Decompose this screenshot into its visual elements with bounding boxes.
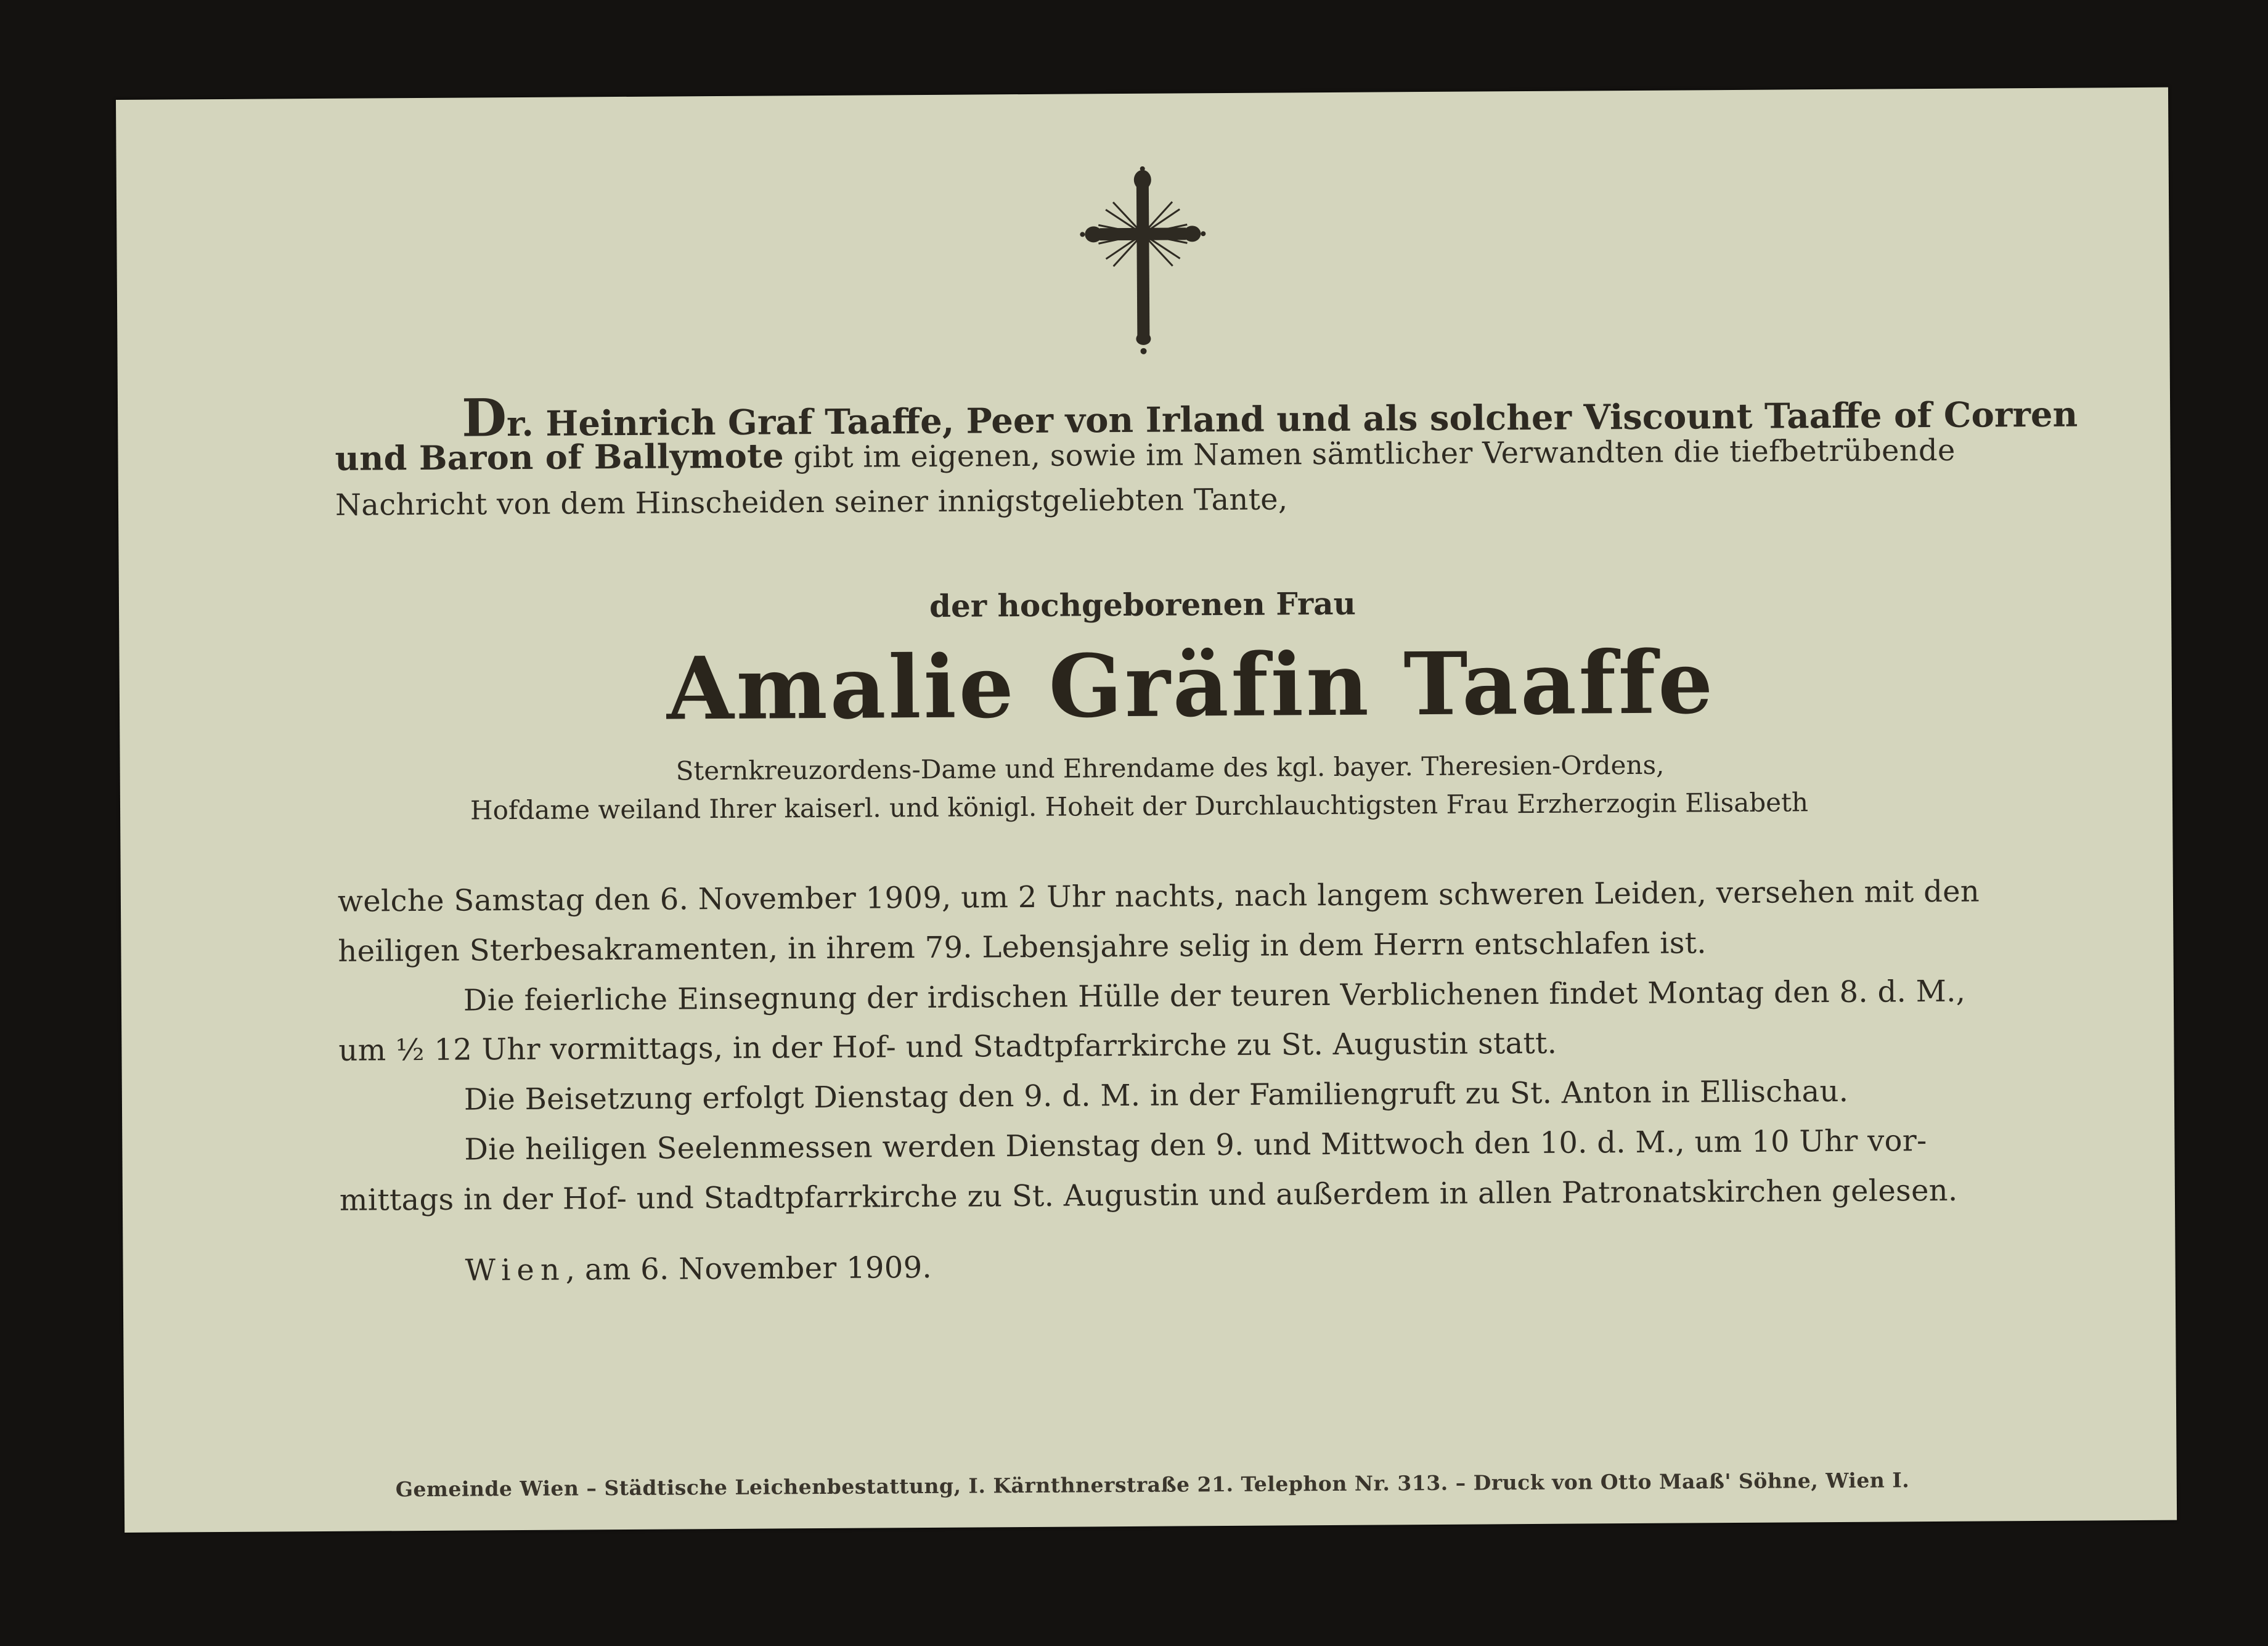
- place-date: [465, 1250, 932, 1288]
- body-line-5: Die Beisetzung erfolgt Dienstag den 9. d. M. in der Familiengruft zu St. Anton in Ellischau.: [463, 1074, 1849, 1117]
- intro-line-1-text: r. Heinrich Graf Taaffe, Peer von Irland und als solcher Viscount Taaffe of Corren: [506, 394, 2078, 445]
- sender-title-continued: und Baron of Ballymote: [335, 436, 785, 478]
- body-line-1: welche Samstag den 6. November 1909, um 2 Uhr nachts, nach langem schweren Leiden, versehen mit den: [337, 874, 1980, 919]
- honor-title-2: Hofdame weiland Ihrer kaiserl. und königl. Hoheit der Durchlauchtigsten Frau Erzherzogin Elisabeth: [470, 787, 1809, 826]
- cross-icon: [1075, 166, 1212, 357]
- deceased-name: Amalie Gräfin Taaffe: [666, 632, 1716, 740]
- printer-footer: Gemeinde Wien – Städtische Leichenbestattung, I. Kärnthnerstraße 21. Telephon Nr. 313. – Druck von Otto Maaß' Söhne, Wien I.: [395, 1468, 1910, 1502]
- body-line-4: um ½ 12 Uhr vormittags, in der Hof- und Stadtpfarrkirche zu St. Augustin statt.: [338, 1025, 1557, 1068]
- body-line-3: Die feierliche Einsegnung der irdischen Hülle der teuren Verblichenen findet Montag den 8. d. M.,: [463, 974, 1966, 1018]
- death-notice-card: [116, 88, 2177, 1533]
- body-line-6: Die heiligen Seelenmessen werden Dienstag den 9. und Mittwoch den 10. d. M., um 10 Uhr vor-: [464, 1123, 1927, 1167]
- body-line-7: mittags in der Hof- und Stadtpfarrkirche zu St. Augustin und außerdem in allen Patronatskirchen gelesen.: [339, 1173, 1958, 1218]
- place-name: Wien: [465, 1252, 566, 1288]
- intro-line-2-text: gibt im eigenen, sowie im Namen sämtlicher Verwandten die tiefbetrübende: [783, 433, 1956, 475]
- honor-title-1: Sternkreuzordens-Dame und Ehrendame des kgl. bayer. Theresien-Ordens,: [675, 749, 1665, 786]
- drop-initial: D: [461, 387, 507, 449]
- body-line-2: heiligen Sterbesakramenten, in ihrem 79. Lebensjahre selig in dem Herrn entschlafen ist.: [338, 926, 1707, 969]
- pre-name-line: der hochgeborenen Frau: [929, 585, 1356, 624]
- date-text: , am 6. November 1909.: [565, 1250, 932, 1287]
- intro-line-3: Nachricht von dem Hinscheiden seiner innigstgeliebten Tante,: [335, 482, 1288, 523]
